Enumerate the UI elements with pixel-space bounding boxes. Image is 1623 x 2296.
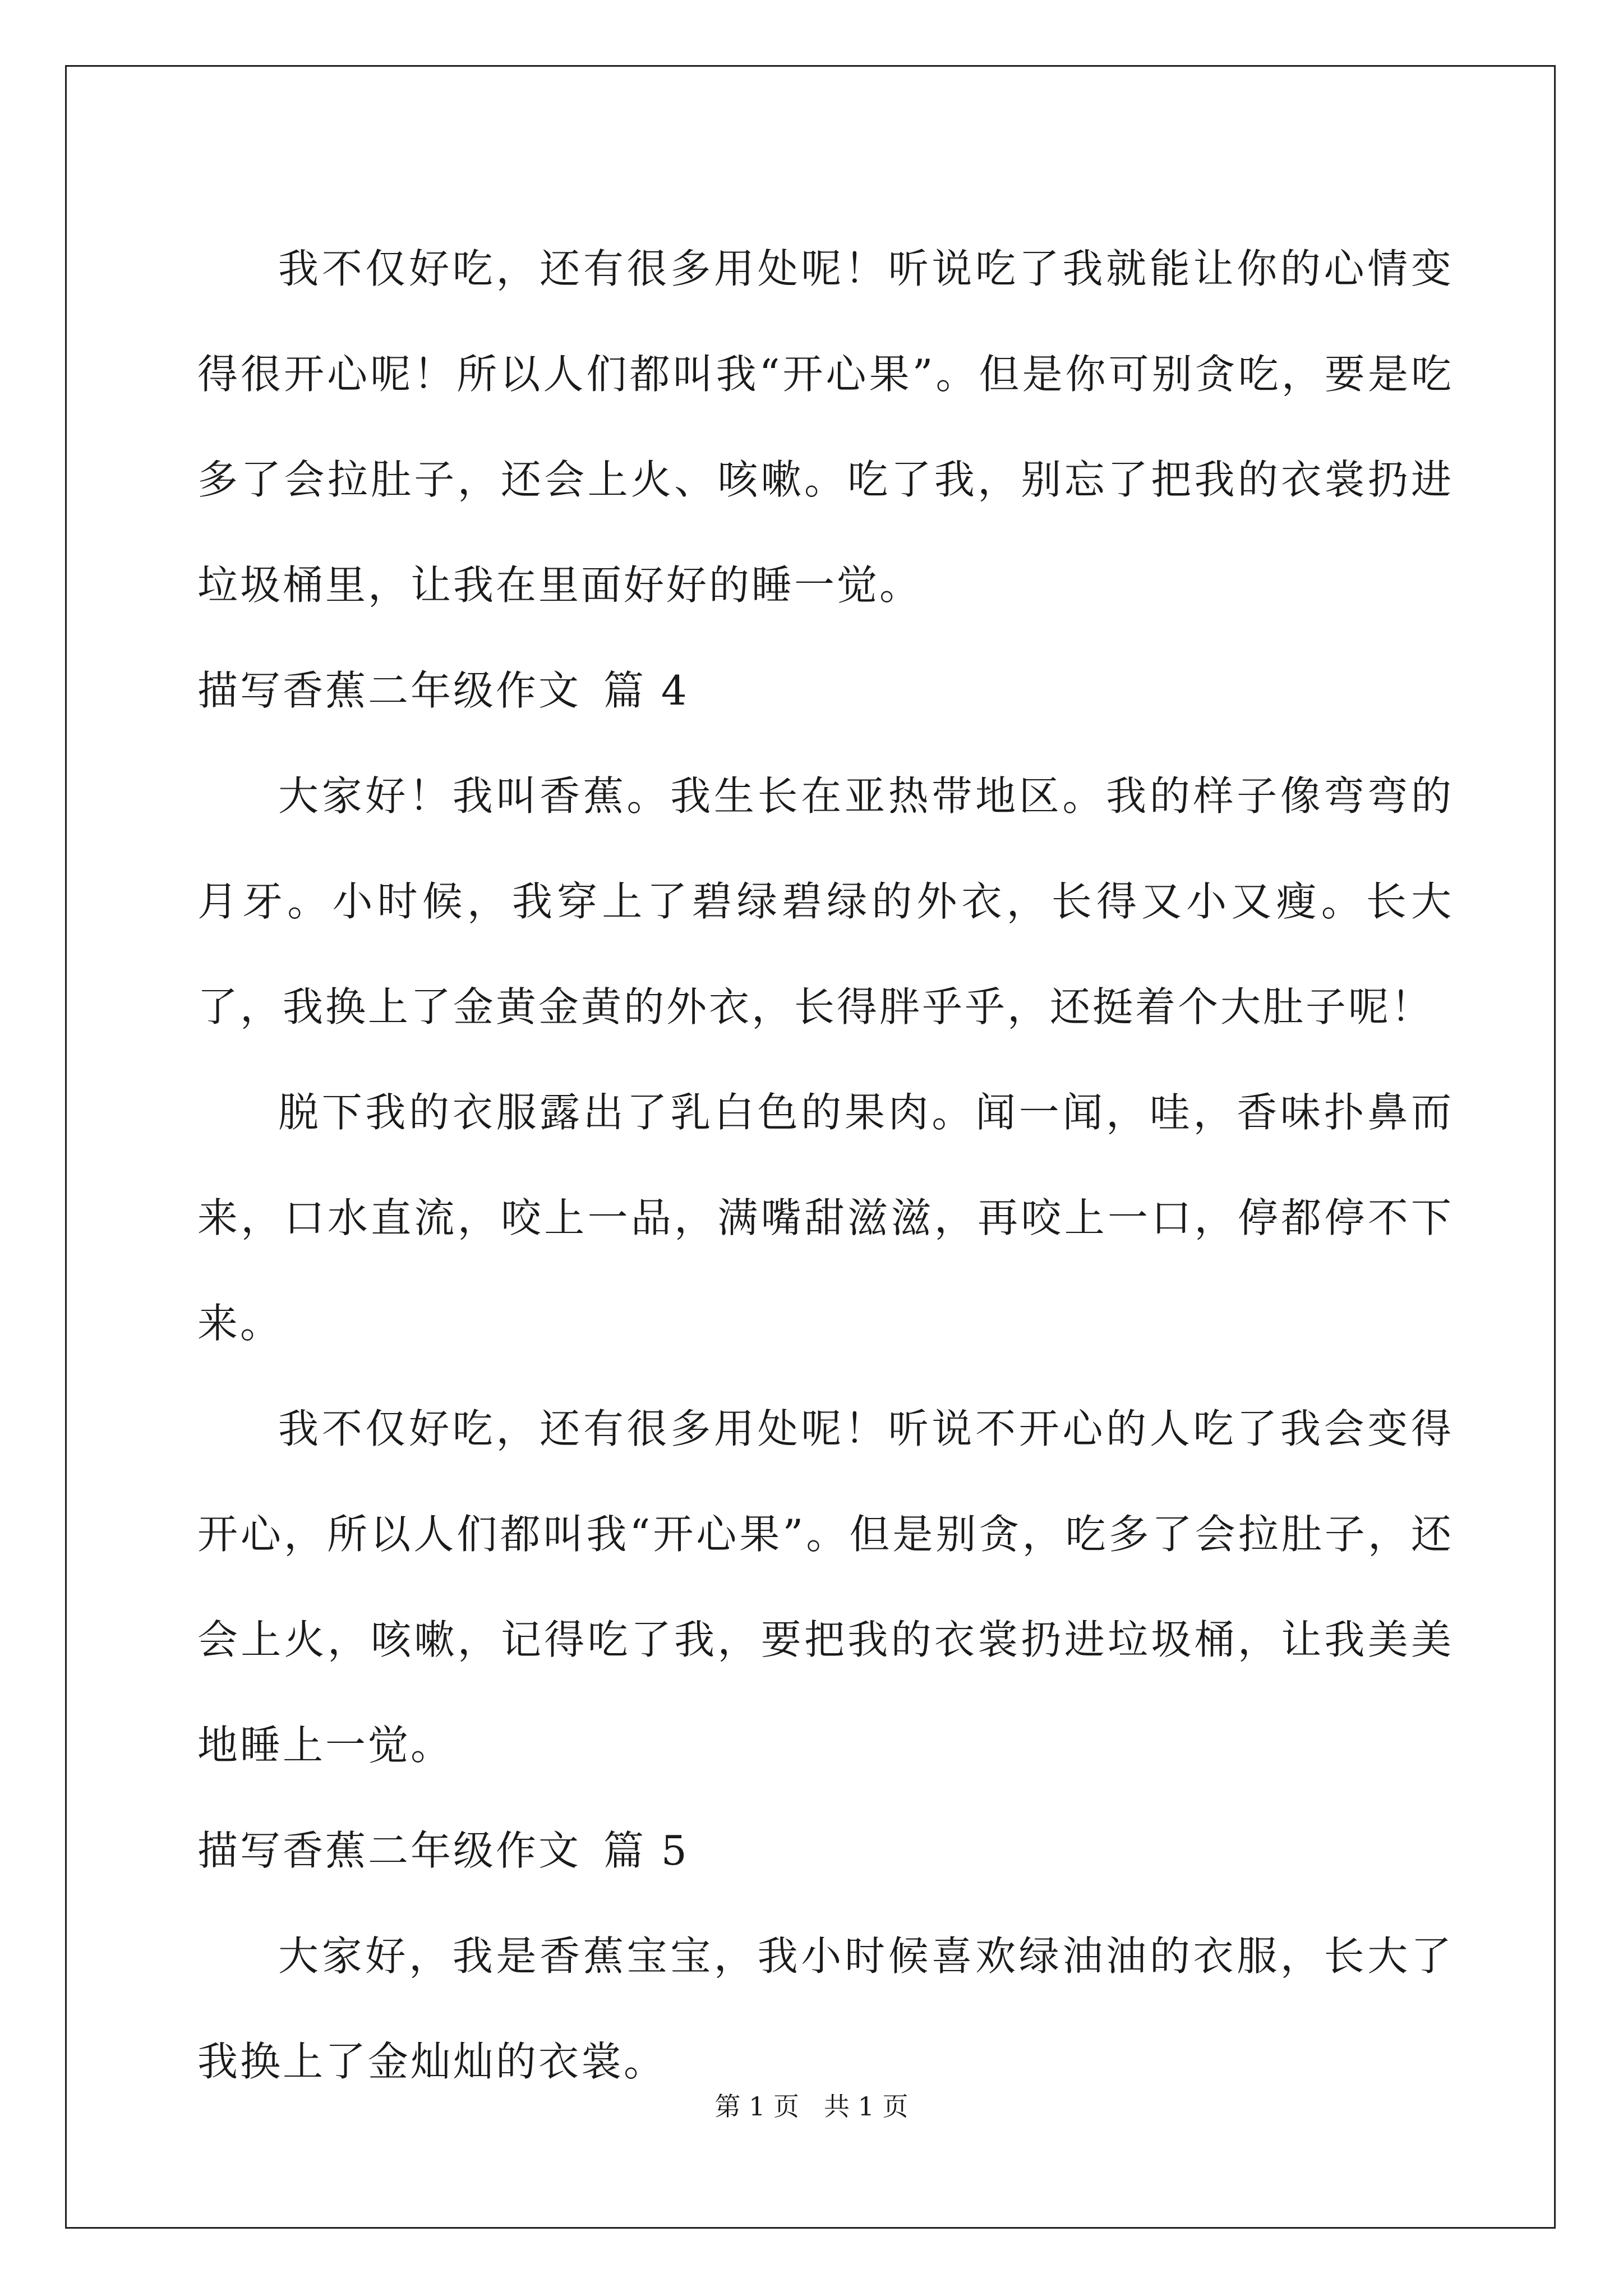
section-heading-title: 描写香蕉二年级作文 bbox=[197, 1827, 582, 1874]
section-heading-label: 篇 4 bbox=[603, 667, 689, 714]
section-heading bbox=[197, 638, 1454, 743]
document-body bbox=[197, 216, 1454, 2114]
section-heading-label: 篇 5 bbox=[603, 1827, 689, 1874]
section-heading bbox=[197, 1798, 1454, 1903]
paragraph: 我不仅好吃，还有很多用处呢！听说不开心的人吃了我会变得开心，所以人们都叫我“开心果”。但是别贪，吃多了会拉肚子，还会上火，咳嗽，记得吃了我，要把我的衣裳扔进垃圾桶，让我美美地睡上一觉。 bbox=[197, 1405, 1454, 1769]
section-heading-title: 描写香蕉二年级作文 bbox=[197, 667, 582, 714]
page-number: 第 1 页 bbox=[714, 2091, 799, 2122]
page-footer bbox=[0, 2090, 1623, 2123]
paragraph: 大家好，我是香蕉宝宝，我小时候喜欢绿油油的衣服，长大了我换上了金灿灿的衣裳。 bbox=[197, 1932, 1454, 2085]
page-total: 共 1 页 bbox=[824, 2091, 909, 2122]
paragraph: 我不仅好吃，还有很多用处呢！听说吃了我就能让你的心情变得很开心呢！所以人们都叫我“开心果”。但是你可别贪吃，要是吃多了会拉肚子，还会上火、咳嗽。吃了我，别忘了把我的衣裳扔进垃圾桶里，让我在里面好好的睡一觉。 bbox=[197, 245, 1454, 609]
paragraph: 脱下我的衣服露出了乳白色的果肉。闻一闻，哇，香味扑鼻而来，口水直流，咬上一品，满嘴甜滋滋，再咬上一口，停都停不下来。 bbox=[197, 1089, 1454, 1347]
paragraph: 大家好！我叫香蕉。我生长在亚热带地区。我的样子像弯弯的月牙。小时候，我穿上了碧绿碧绿的外衣，长得又小又瘦。长大了，我换上了金黄金黄的外衣，长得胖乎乎，还挺着个大肚子呢！ bbox=[197, 772, 1454, 1030]
